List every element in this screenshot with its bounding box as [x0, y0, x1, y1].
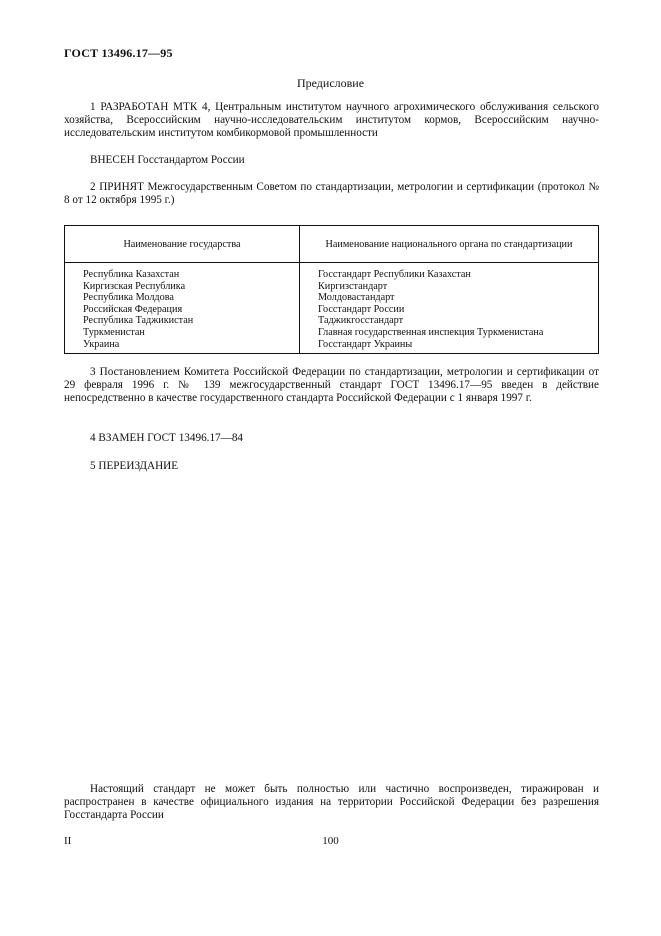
paragraph-reissue: 5 ПЕРЕИЗДАНИЕ — [90, 460, 179, 472]
table-cell-state: Республика Молдова — [83, 292, 174, 304]
paragraph-adopted-by: 2 ПРИНЯТ Межгосударственным Советом по стандартизации, метрологии и сертификации (протокол № 8 от 12 октября 1995 г.) — [64, 181, 599, 207]
table-header-divider — [65, 262, 598, 263]
table-cell-state: Российская Федерация — [83, 303, 183, 315]
table-cell-national-body: Госстандарт России — [318, 303, 405, 315]
paragraph-introduced-by: ВНЕСЕН Госстандартом России — [90, 154, 245, 166]
paragraph-enacted-by: 3 Постановлением Комитета Российской Федерации по стандартизации, метрологии и сертификации от 29 февраля 1996 г. № 139 межгосударственный стандарт ГОСТ 13496.17—95 введен в действие непосредственно в качестве государственного стандарта Российской Федерации с 1 января 1997 г. — [64, 366, 599, 405]
paragraph-developed-by: 1 РАЗРАБОТАН МТК 4, Центральным институтом научного агрохимического обслуживания сельского хозяйства, Всероссийским научно-исследовательским институтом кормов, Всероссийским научно-исследовательским институтом комбикормовой промышленности — [64, 101, 599, 140]
table-cell-national-body: Молдовастандарт — [318, 292, 395, 304]
table-header-state: Наименование государства — [123, 238, 241, 250]
voting-states-table — [64, 225, 599, 354]
table-cell-national-body: Госстандарт Украины — [318, 338, 413, 350]
table-cell-state: Киргизская Республика — [83, 280, 186, 292]
section-title: Предисловие — [296, 76, 365, 90]
table-cell-state: Украина — [83, 338, 120, 350]
document-code: ГОСТ 13496.17—95 — [64, 46, 173, 60]
page-number: 100 — [322, 835, 339, 847]
table-column-national-bodies — [318, 269, 543, 350]
roman-page-number: II — [64, 835, 72, 847]
table-cell-state: Республика Казахстан — [83, 269, 180, 280]
table-cell-national-body: Киргизстандарт — [318, 280, 388, 292]
table-cell-state: Туркменистан — [83, 326, 145, 338]
table-header-national-body: Наименование национального органа по стандартизации — [325, 238, 573, 250]
table-cell-national-body: Главная государственная инспекция Туркменистана — [318, 326, 544, 338]
table-cell-state: Республика Таджикистан — [83, 315, 194, 327]
table-cell-national-body: Госстандарт Республики Казахстан — [318, 269, 471, 280]
table-cell-national-body: Таджикгосстандарт — [318, 315, 404, 327]
paragraph-replaces: 4 ВЗАМЕН ГОСТ 13496.17—84 — [90, 432, 244, 444]
table-column-states — [83, 269, 193, 350]
copyright-notice: Настоящий стандарт не может быть полностью или частично воспроизведен, тиражирован и распространен в качестве официального издания на территории Российской Федерации без разрешения Госстандарта России — [64, 783, 599, 822]
